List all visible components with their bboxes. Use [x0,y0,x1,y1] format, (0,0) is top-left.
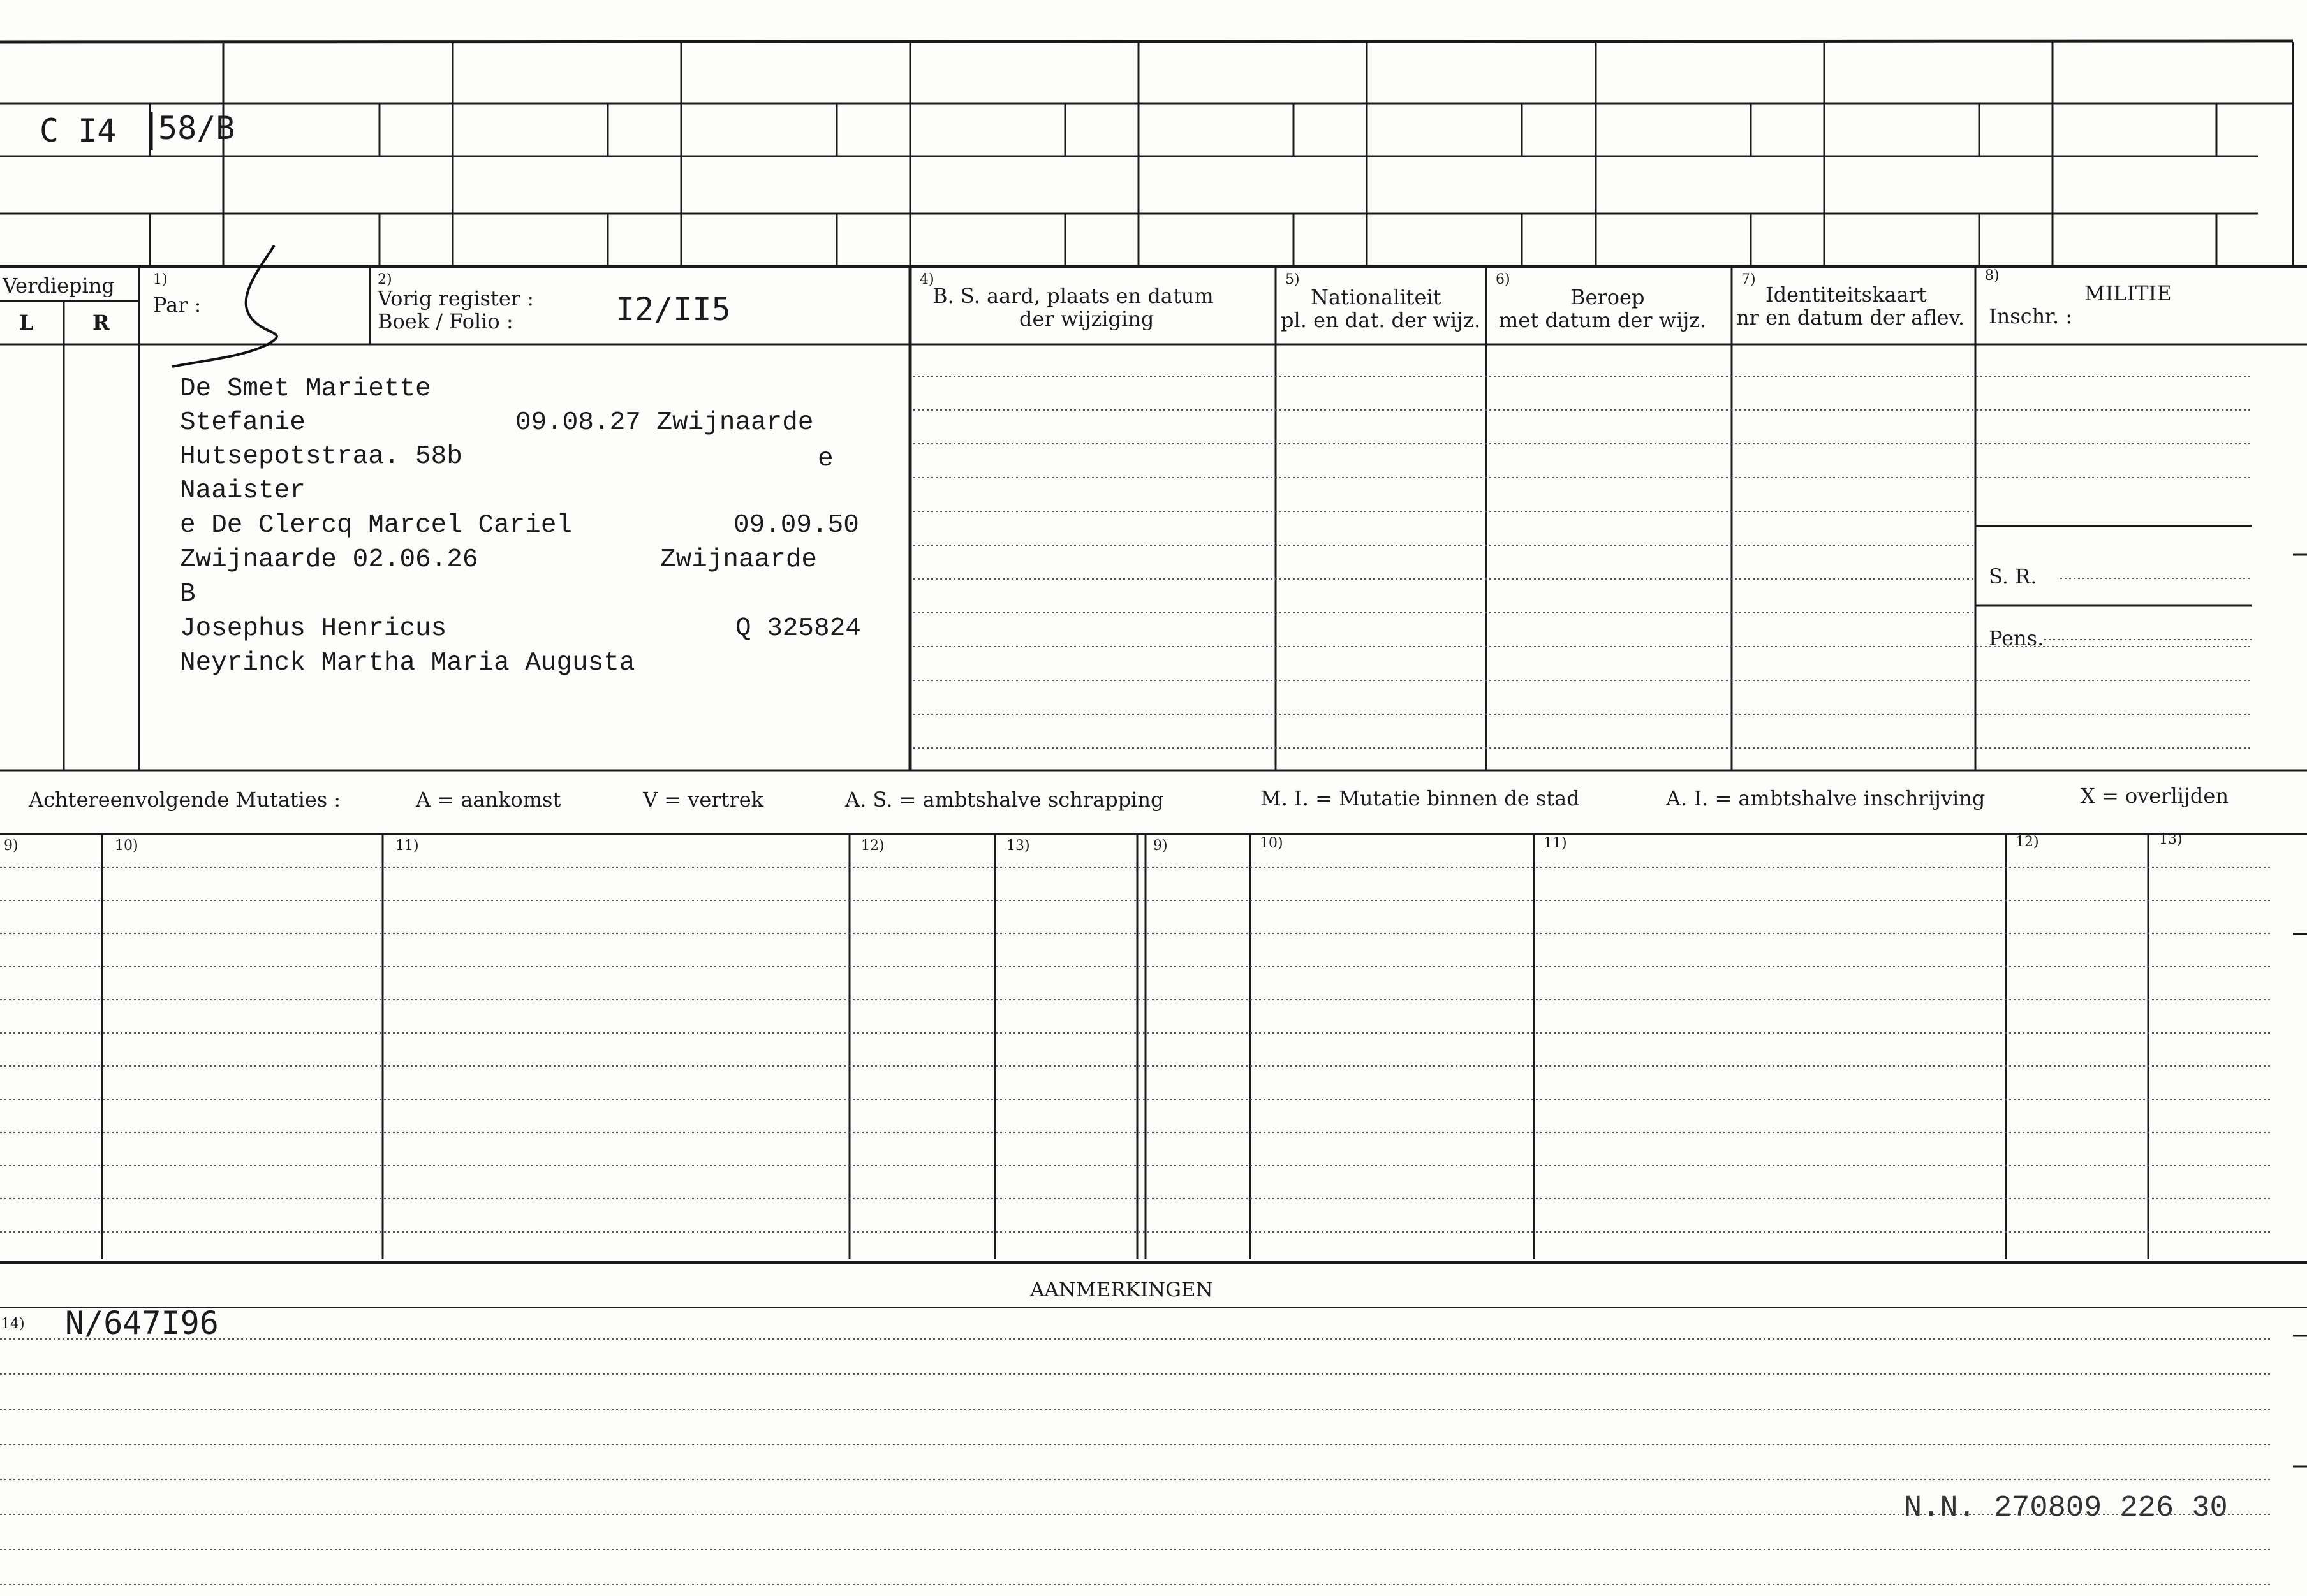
national-number: N.N. 270809 226 30 [1904,1491,2228,1525]
col2-number: 2) [378,272,392,288]
col2-line1: Vorig register : [378,286,534,311]
entry-firstname: Stefanie [180,408,306,437]
entry-profession: Naaister [180,476,306,506]
mut-left-col10: 10) [115,838,138,854]
legend-a: A = aankomst [416,787,561,812]
mut-left-col11: 11) [395,838,419,854]
entry-spouse: e De Clercq Marcel Cariel [180,511,573,540]
card-number: 58/B [158,110,235,147]
col8-number: 8) [1985,268,2000,284]
mut-left-col12: 12) [861,838,885,854]
remarks-number: 14) [1,1316,25,1332]
col2-line2: Boek / Folio : [378,309,513,333]
floor-right: R [92,311,110,335]
col6-line2: met datum der wijz. [1499,308,1707,332]
floor-left: L [19,311,34,335]
mut-left-col9: 9) [4,838,18,854]
entry-mother: Neyrinck Martha Maria Augusta [180,648,635,678]
entry-father: Josephus Henricus [180,614,447,643]
col7-line1: Identiteitskaart [1765,282,1927,307]
mut-right-col11: 11) [1544,835,1567,851]
entry-marriage-date: 09.09.50 [733,511,859,540]
mut-right-col13: 13) [2159,831,2183,847]
card-code: C I4 [40,112,117,149]
mut-right-col10: 10) [1260,835,1283,851]
entry-nationality: B [180,580,196,609]
col7-line2: nr en datum der aflev. [1736,305,1965,330]
col6-line1: Beroep [1570,285,1645,309]
col1-number: 1) [153,272,168,288]
floor-title: Verdieping [3,274,115,298]
entry-address: Hutsepotstraa. 58b [180,442,462,471]
remarks-value: N/647I96 [65,1305,219,1342]
legend-as: A. S. = ambtshalve schrapping [845,787,1164,812]
legend-mi: M. I. = Mutatie binnen de stad [1260,786,1580,810]
col5-number: 5) [1285,272,1300,288]
legend-title: Achtereenvolgende Mutaties : [29,787,341,812]
entry-spouse-birth: Zwijnaarde 02.06.26 [180,545,478,575]
mut-right-col9: 9) [1153,838,1168,854]
mut-left-col13: 13) [1006,838,1030,854]
col4-number: 4) [920,272,934,288]
entry-name: De Smet Mariette [180,374,431,404]
col7-number: 7) [1741,272,1756,288]
remarks-title: AANMERKINGEN [1030,1278,1213,1301]
mut-right-col12: 12) [2016,834,2039,850]
col8-pens: Pens. [1989,626,2044,650]
col4-line1: B. S. aard, plaats en datum [932,284,1214,308]
legend-x: X = overlijden [2081,784,2229,808]
entry-spouse-place: Zwijnaarde [660,545,818,575]
legend-ai: A. I. = ambtshalve inschrijving [1666,786,1986,810]
entry-birth: 09.08.27 Zwijnaarde [515,408,814,437]
entry-id-number: Q 325824 [735,614,861,643]
col5-line2: pl. en dat. der wijz. [1281,308,1481,332]
entry-mark: e [818,444,834,474]
col5-line1: Nationaliteit [1311,285,1441,309]
col1-label: Par : [153,293,202,317]
col6-number: 6) [1496,272,1510,288]
legend-v: V = vertrek [643,787,764,812]
col8-sr: S. R. [1989,564,2037,589]
col4-line2: der wijziging [1019,307,1154,331]
previous-register-value: I2/II5 [615,291,731,328]
col8-title: MILITIE [2084,281,2172,305]
col8-inschr: Inschr. : [1989,304,2073,328]
